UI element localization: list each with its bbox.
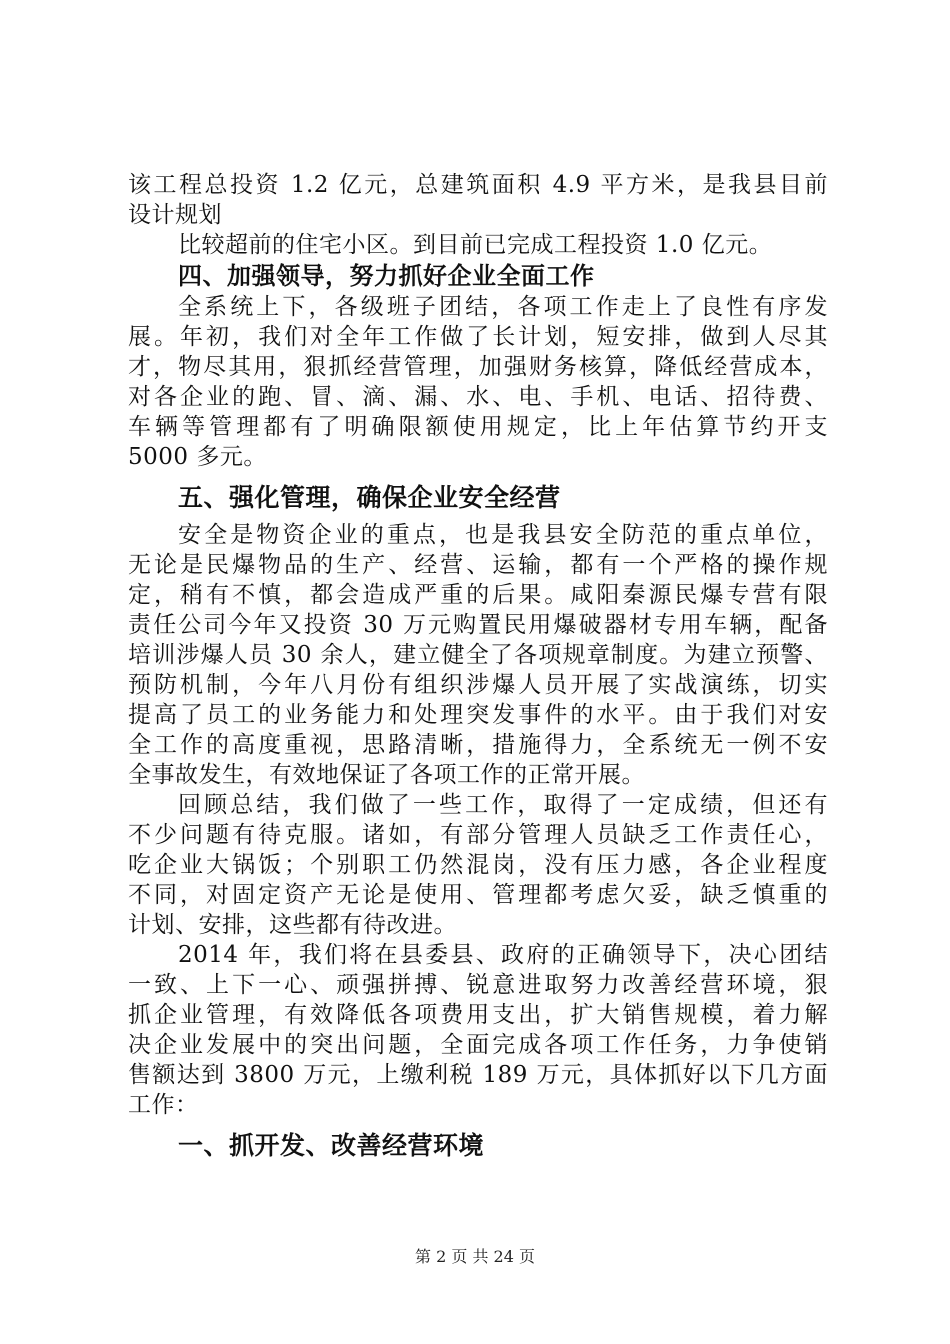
text-line: 提高了员工的业务能力和处理突发事件的水平。由于我们对安 [128,702,828,728]
text-line: 比较超前的住宅小区。到目前已完成工程投资 1.0 亿元。 [178,232,773,258]
text-line: 一致、上下一心、顽强拼搏、锐意进取努力改善经营环境，狠 [128,972,828,998]
text-line: 定，稍有不慎，都会造成严重的后果。咸阳秦源民爆专营有限 [128,582,828,608]
text-line: 不同，对固定资产无论是使用、管理都考虑欠妥，缺乏慎重的 [128,882,828,908]
text-line: 对各企业的跑、冒、滴、漏、水、电、手机、电话、招待费、 [128,384,828,410]
text-line: 吃企业大锅饭；个别职工仍然混岗，没有压力感，各企业程度 [128,852,828,878]
text-line: 才，物尽其用，狠抓经营管理，加强财务核算，降低经营成本， [128,354,828,380]
text-line: 抓企业管理，有效降低各项费用支出，扩大销售规模，着力解 [128,1002,828,1028]
text-line: 工作： [128,1092,199,1118]
text-line: 展。年初，我们对全年工作做了长计划，短安排，做到人尽其 [128,324,828,350]
text-line: 安全是物资企业的重点，也是我县安全防范的重点单位， [178,522,828,548]
section-heading-5: 五、强化管理，确保企业安全经营 [178,483,561,512]
text-line: 车辆等管理都有了明确限额使用规定，比上年估算节约开支 [128,414,828,440]
text-line: 设计规划 [128,202,222,228]
text-line: 责任公司今年又投资 30 万元购置民用爆破器材专用车辆，配备 [128,612,828,638]
text-line: 预防机制，今年八月份有组织涉爆人员开展了实战演练，切实 [128,672,828,698]
text-line: 无论是民爆物品的生产、经营、运输，都有一个严格的操作规 [128,552,828,578]
text-line: 不少问题有待克服。诸如，有部分管理人员缺乏工作责任心， [128,822,828,848]
page-number-footer: 第 2 页 共 24 页 [415,1247,535,1266]
document-body [128,170,828,1168]
text-line: 全工作的高度重视，思路清晰，措施得力，全系统无一例不安 [128,732,828,758]
text-line: 计划、安排，这些都有待改进。 [128,912,457,938]
text-line: 全事故发生，有效地保证了各项工作的正常开展。 [128,762,645,788]
text-line: 回顾总结，我们做了一些工作，取得了一定成绩，但还有 [178,792,828,818]
text-line: 2014 年，我们将在县委县、政府的正确领导下，决心团结 [178,942,828,968]
paragraph-leadership [128,292,828,472]
section-heading-1: 一、抓开发、改善经营环境 [178,1131,485,1160]
text-line: 全系统上下，各级班子团结，各项工作走上了良性有序发 [178,294,828,320]
text-line: 培训涉爆人员 30 余人，建立健全了各项规章制度。为建立预警、 [128,642,828,668]
text-line: 5000 多元。 [128,444,267,470]
paragraph-review [128,790,828,940]
text-line: 售额达到 3800 万元，上缴利税 189 万元，具体抓好以下几方面 [128,1062,828,1088]
paragraph-investment [128,170,828,260]
text-line: 该工程总投资 1.2 亿元，总建筑面积 4.9 平方米，是我县目前 [128,172,828,198]
section-heading-4: 四、加强领导，努力抓好企业全面工作 [178,262,595,290]
text-line: 决企业发展中的突出问题，全面完成各项工作任务，力争使销 [128,1032,828,1058]
paragraph-safety [128,520,828,790]
paragraph-plan-2014 [128,940,828,1120]
